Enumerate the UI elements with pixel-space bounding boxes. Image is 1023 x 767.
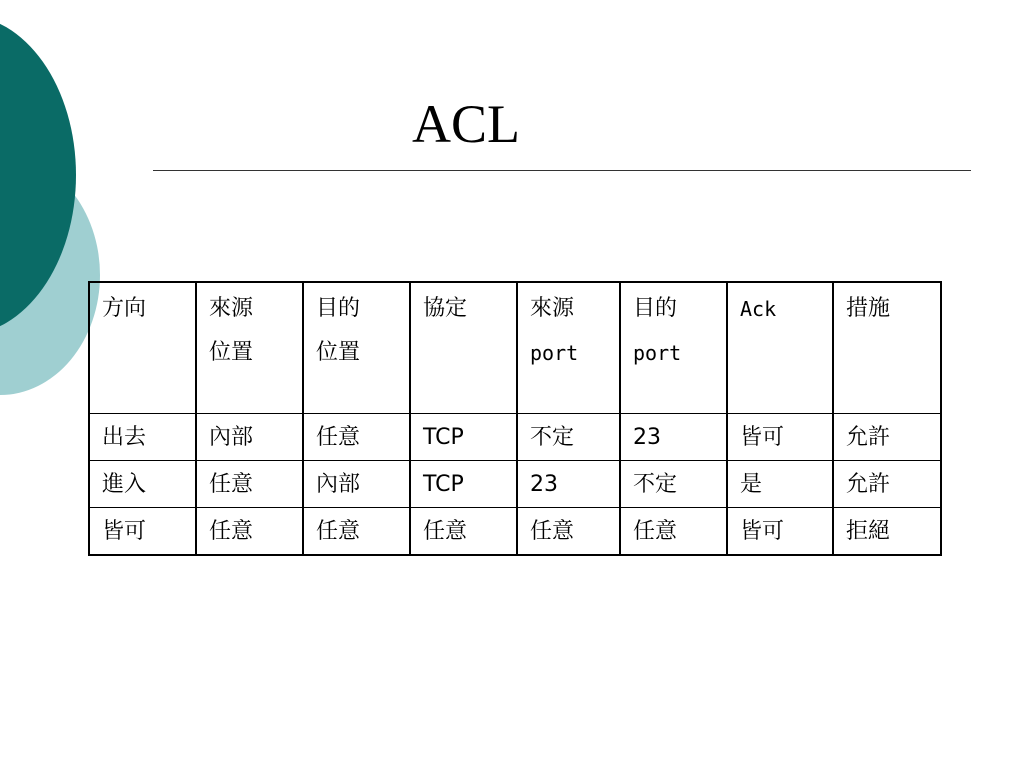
table-cell: 內部 [303, 461, 410, 508]
slide-title: ACL [412, 94, 520, 154]
table-row [89, 414, 941, 461]
header-destination-location: 目的 位置 [303, 282, 410, 414]
table-cell: 允許 [833, 414, 941, 461]
table-cell: 允許 [833, 461, 941, 508]
table-cell: 皆可 [727, 414, 833, 461]
table-cell: 任意 [303, 414, 410, 461]
table-header-row [89, 282, 941, 414]
header-source-location: 來源 位置 [196, 282, 303, 414]
table-row [89, 508, 941, 556]
table-cell: 不定 [517, 414, 620, 461]
table-cell: TCP [410, 414, 517, 461]
table-cell: 皆可 [89, 508, 196, 556]
table-cell-highlight: 23 [517, 461, 620, 508]
acl-table [88, 281, 942, 556]
header-protocol: 協定 [410, 282, 517, 414]
table-cell: 任意 [303, 508, 410, 556]
table-row [89, 461, 941, 508]
header-ack: Ack [727, 282, 833, 414]
header-action: 措施 [833, 282, 941, 414]
table-cell: 任意 [620, 508, 727, 556]
table-cell-highlight: 23 [620, 414, 727, 461]
table-cell: 任意 [517, 508, 620, 556]
table-cell: 內部 [196, 414, 303, 461]
title-divider [153, 170, 971, 171]
header-source-port: 來源 port [517, 282, 620, 414]
table-cell: 進入 [89, 461, 196, 508]
table-cell-highlight: 是 [727, 461, 833, 508]
table-cell: 不定 [620, 461, 727, 508]
table-cell: 任意 [410, 508, 517, 556]
table-cell: 任意 [196, 461, 303, 508]
header-destination-port: 目的 port [620, 282, 727, 414]
table-cell: TCP [410, 461, 517, 508]
header-direction: 方向 [89, 282, 196, 414]
table-cell-highlight: 拒絕 [833, 508, 941, 556]
table-cell: 任意 [196, 508, 303, 556]
table-cell: 皆可 [727, 508, 833, 556]
table-cell: 出去 [89, 414, 196, 461]
